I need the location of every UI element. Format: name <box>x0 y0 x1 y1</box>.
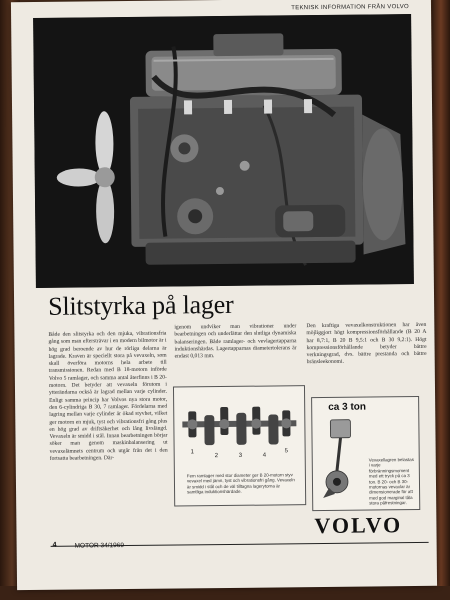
load-label: ca 3 ton <box>328 401 367 413</box>
bearing-number: 3 <box>238 452 243 459</box>
article-column-1: Både den slitstyrka och den mjuka, vibrationsfria gång som man eftersträvar i en modern bilmotor är i hög grad beroende av hur de rörliga delarna är lagrade. Kraven är speciellt stora på vevaxeln, som skall överföra motorns hela arbete till transmissionen. Redan med B 18-motorn införde Volvo 5 ramlager, och samma antal återfinns i B 20-motorn. Det betyder att vevaxeln förutom i ytterändarna också är lagrad mellan varje cylinder. Enligt samma princip har Volvos nya stora motor, den 6-cylindriga B 30, 7 ramlager. Fördelarna med lagring mellan varje cylinder är ökad styvhet, vilket ger motorn en mjuk, tyst och vibrationsfri gång plus en hög grad av driftsäkerhet och lång livslängd. Vevaxeln är smidd i stål. Innan bearbetningen börjar söker man genom maskinbalansering ut vevaxelämnets centrum och utgår från det i den fortsatta bearbetningen. Där- <box>48 330 168 462</box>
engine-photo <box>33 14 414 288</box>
article-column-2: igenom undviker man vibrationer under bearbetningen och underlättar den slutliga dynamiska balanseringen. Både ramlager- och vevlagertapparna induktionshärdas. Lagertapparnas diametertolerans är endast 0,013 mm. <box>174 323 297 360</box>
bearing-number: 5 <box>284 448 289 455</box>
piston-icon <box>314 413 371 514</box>
bearing-number: 1 <box>190 449 195 456</box>
bearing-number: 2 <box>214 453 219 460</box>
engine-illustration <box>33 14 414 288</box>
article-headline: Slitstyrka på lager <box>47 289 234 321</box>
volvo-logo: VOLVO <box>314 512 403 539</box>
crankshaft-caption: Fem ramlager med stor diameter ger B 20-motorn styv vevaxel med jämn, tyst och vibrationsfri gång. Vevaxeln är smidd i stål och de väl tilltagna lagerytorna är samtliga induktionshärdade. <box>186 472 295 495</box>
magazine-page <box>11 0 437 590</box>
piston-caption: Vevaxellagren belastas i varje förbränningsmoment med ett tryck på ca 3 ton. B 20- och B 30-motornas vevaxlar är dimensionerade för att med god marginal tåla stora påfrestningar. <box>368 457 414 506</box>
article-column-3: Den kraftiga vevaxelkonstruktionen har även möjliggjort högt kompressionsförhållande (B 20 A har 8,7:1, B 20 B 9,5:1 och B 30 9,2:1). Högt kompressionsförhållande betyder bättre verkningsgrad, dvs. bättre prestanda och bättre bränsleekonomi. <box>306 321 427 366</box>
page-number: 4 <box>52 541 57 549</box>
section-header: TEKNISK INFORMATION FRÅN VOLVO <box>291 4 410 12</box>
issue-label: MOTOR 34/1969 <box>74 542 125 550</box>
bearing-number: 4 <box>262 452 267 459</box>
crankshaft-figure <box>173 385 306 506</box>
piston-figure <box>311 396 420 511</box>
